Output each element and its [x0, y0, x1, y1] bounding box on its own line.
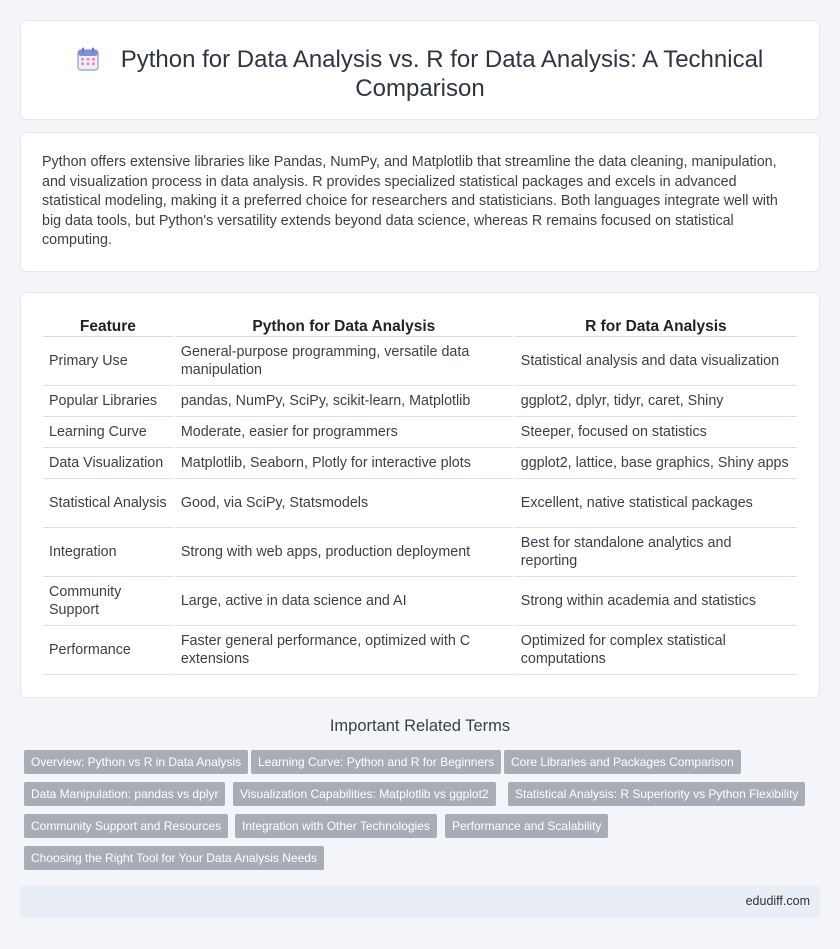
- header-feature: Feature: [43, 315, 173, 337]
- python-cell: Moderate, easier for programmers: [175, 417, 513, 448]
- r-cell: Optimized for complex statistical computations: [515, 626, 797, 675]
- header-card: [20, 20, 820, 120]
- r-cell: ggplot2, lattice, base graphics, Shiny apps: [515, 448, 797, 479]
- python-cell: Matplotlib, Seaborn, Plotly for interactive plots: [175, 448, 513, 479]
- page-title-wrap: [61, 45, 779, 103]
- related-tag[interactable]: Visualization Capabilities: Matplotlib vs ggplot2: [233, 782, 496, 806]
- feature-cell: Learning Curve: [43, 417, 173, 448]
- r-cell: Strong within academia and statistics: [515, 577, 797, 626]
- r-cell: ggplot2, dplyr, tidyr, caret, Shiny: [515, 386, 797, 417]
- feature-cell: Primary Use: [43, 337, 173, 386]
- intro-card: [20, 132, 820, 272]
- table-row: [43, 528, 797, 577]
- table-header-row: [43, 315, 797, 337]
- feature-cell: Integration: [43, 528, 173, 577]
- table-row: [43, 448, 797, 479]
- page-title: Python for Data Analysis vs. R for Data Analysis: A Technical Comparison: [120, 46, 764, 102]
- table-row: [43, 386, 797, 417]
- table-row: [43, 479, 797, 528]
- table-row: [43, 337, 797, 386]
- related-tag[interactable]: Overview: Python vs R in Data Analysis: [24, 750, 248, 774]
- footer: [20, 886, 820, 918]
- python-cell: Faster general performance, optimized with C extensions: [175, 626, 513, 675]
- feature-cell: Community Support: [43, 577, 173, 626]
- related-tag[interactable]: Integration with Other Technologies: [235, 814, 437, 838]
- intro-paragraph: Python offers extensive libraries like Pandas, NumPy, and Matplotlib that streamline the data cleaning, manipulation, and visualization process in data analysis. R provides specialized statistical packages and excels in advanced statistical modeling, making it a preferred choice for researchers and statisticians. Both languages integrate well with big data tools, but Python's versatility extends beyond data science, whereas R remains focused on statistical computing.: [42, 154, 778, 249]
- feature-cell: Statistical Analysis: [43, 479, 173, 528]
- header-python: Python for Data Analysis: [175, 315, 513, 337]
- related-tag[interactable]: Community Support and Resources: [24, 814, 228, 838]
- r-cell: Statistical analysis and data visualization: [515, 337, 797, 386]
- related-tag[interactable]: Data Manipulation: pandas vs dplyr: [24, 782, 225, 806]
- related-tag[interactable]: Performance and Scalability: [445, 814, 608, 838]
- python-cell: pandas, NumPy, SciPy, scikit-learn, Matplotlib: [175, 386, 513, 417]
- comparison-table: [41, 315, 799, 675]
- footer-site[interactable]: edudiff.com: [745, 894, 810, 908]
- feature-cell: Data Visualization: [43, 448, 173, 479]
- r-cell: Excellent, native statistical packages: [515, 479, 797, 528]
- feature-cell: Popular Libraries: [43, 386, 173, 417]
- related-terms-heading: Important Related Terms: [329, 717, 511, 735]
- python-cell: Strong with web apps, production deployment: [175, 528, 513, 577]
- related-tag[interactable]: Core Libraries and Packages Comparison: [504, 750, 741, 774]
- table-row: [43, 626, 797, 675]
- python-cell: Large, active in data science and AI: [175, 577, 513, 626]
- table-row: [43, 577, 797, 626]
- table-row: [43, 417, 797, 448]
- python-cell: General-purpose programming, versatile data manipulation: [175, 337, 513, 386]
- calendar-icon: [77, 47, 99, 71]
- r-cell: Steeper, focused on statistics: [515, 417, 797, 448]
- comparison-table-card: [20, 292, 820, 698]
- header-r: R for Data Analysis: [515, 315, 797, 337]
- feature-cell: Performance: [43, 626, 173, 675]
- related-tag[interactable]: Statistical Analysis: R Superiority vs Python Flexibility: [508, 782, 805, 806]
- related-tag[interactable]: Learning Curve: Python and R for Beginners: [251, 750, 501, 774]
- related-tag[interactable]: Choosing the Right Tool for Your Data Analysis Needs: [24, 846, 324, 870]
- python-cell: Good, via SciPy, Statsmodels: [175, 479, 513, 528]
- r-cell: Best for standalone analytics and reporting: [515, 528, 797, 577]
